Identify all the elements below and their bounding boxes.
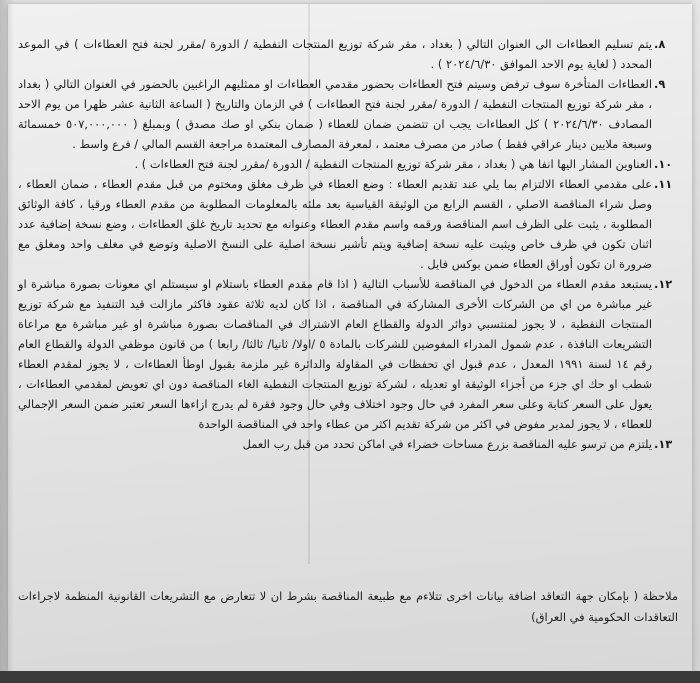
- clause-number: ١٠.: [654, 157, 673, 171]
- clause-number: ٩.: [654, 77, 666, 91]
- closing-note: ملاحظة ( بإمكان جهة التعاقد اضافة بيانات اخرى تتلاءم مع طبيعة المناقصة بشرط ان لا تتعارض مع التشريعات القانونية المنظمة لاجراءات التعاقدات الحكومية في العراق): [18, 589, 678, 624]
- tender-conditions-list: [18, 34, 678, 454]
- clause-text: يستبعد مقدم العطاء من الدخول في المناقصة للأسباب التالية ( اذا قام مقدم العطاء باستلام او سيستلم اي معونات بصورة مباشرة او غير مباشرة من اي من الشركات الأخرى المشاركة في المناقصة ، اذا كان لديه ثلاثة عقود فاكثر مازالت قيد التنفيذ مع شركة توزيع المنتجات النفطية ، لا يجوز لمنتسبي دوائر الدولة والقطاع العام الاشتراك في المناقصات بصورة مباشرة او غير مباشرة مع مراعاة التشريعات النافذة ، عدم شمول المدراء المفوضين للشركات بالمادة ٥ /اولا/ ثانيا/ ثالثا/ رابعا ) من قانون موظفي الدولة والقطاع العام رقم ١٤ لسنة ١٩٩١ المعدل ، عدم قبول اي تحفظات في المقاولة والدائرة غير ملزمة بقبول اوطأ العطاءات ، لا يجوز لمقدم العطاء شطب او حك اي جزء من أجزاء الوثيقة او تعديله ، لشركة توزيع المنتجات النفطية الغاء المناقصة دون اي تعويض لمقدمي العطاءات ، يعول على السعر كتابة وعلى سعر المفرد في حال وجود اختلاف وفي حال وجود فقرة لم يدرج ازاءها السعر تعتبر ضمن السعر الإجمالي للعطاء ، لا يجوز لمدير مفوض في اكثر من شركة تقديم اكثر من عطاء واحد في المناقصة الواحدة: [18, 277, 653, 431]
- clause-9: [18, 74, 678, 154]
- clause-number: ١١.: [654, 177, 673, 191]
- clause-text: يتم تسليم العطاءات الى العنوان التالي ( بغداد ، مقر شركة توزيع المنتجات النفطية / الدورة /مقرر لجنة فتح العطاءات ) في الموعد المحدد ( لغاية يوم الاحد الموافق ٢٠٢٤/٦/٣٠ ) .: [18, 37, 652, 71]
- edge-shadow: [0, 0, 14, 683]
- bottom-dark-strip: [0, 671, 700, 683]
- clause-text: العطاءات المتأخرة سوف ترفض وسيتم فتح العطاءات بحضور مقدمي العطاءات او ممثليهم الراغبين بالحضور في العنوان التالي ( بغداد ، مقر شركة توزيع المنتجات النفطية / الدورة /مقرر لجنة فتح العطاءات ) في الزمان والتاريخ ( الساعة الثانية عشر ظهرا من يوم الاحد المصادف ٢٠٢٤/٦/٣٠ ) كل العطاءات يجب ان تتضمن ضمان للعطاء ( ضمان بنكي او صك مصدق ) وبمبلغ ( ٥٠٧,٠٠٠,٠٠٠ خمسمائة وسبعة ملايين دينار عراقي فقط ) صادر من مصرف معتمد ، لمعرفة المصارف المعتمدة مراجعة القسم المالي / فرع واسط .: [18, 77, 652, 151]
- clause-11: [18, 174, 678, 274]
- clause-text: على مقدمي العطاء الالتزام بما يلي عند تقديم العطاء : وضع العطاء في ظرف مغلق ومختوم من قبل مقدم العطاء ، ضمان العطاء ، وصل شراء المناقصة الاصلي ، القسم الرابع من الوثيقة القياسية بعد ملئه بالمعلومات المطلوبة من مقدم العطاء ورقيا ، كافة الوثائق المطلوبة ، يثبت على الظرف اسم المناقصة ورقمه واسم مقدم العطاء وعنوانه مع تحديد تاريخ غلق العطاءات ، وضع نسخة إضافية عدد اثنان تكون في ظرف خاص ويثبت عليه نسخة إضافية ويتم تأشير نسخة اصلية على النسخ الاصلية وتوضع في مغلف واحد ومغلق مع ضرورة ان تكون أوراق العطاء ضمن بوكس فايل .: [18, 177, 652, 271]
- clause-12: [18, 274, 678, 434]
- clause-number: ٨.: [654, 37, 666, 51]
- clause-number: ١٢.: [654, 277, 673, 291]
- clause-text: العناوين المشار اليها انفا هي ( بغداد ، مقر شركة توزيع المنتجات النفطية / الدورة /مقرر لجنة فتح العطاءات ) .: [134, 157, 652, 171]
- clause-13: [18, 434, 678, 454]
- clause-text: يلتزم من ترسو عليه المناقصة بزرع مساحات خضراء في اماكن تحدد من قبل رب العمل: [242, 437, 652, 451]
- clause-8: [18, 34, 678, 74]
- clause-number: ١٣.: [654, 437, 673, 451]
- clause-10: [18, 154, 678, 174]
